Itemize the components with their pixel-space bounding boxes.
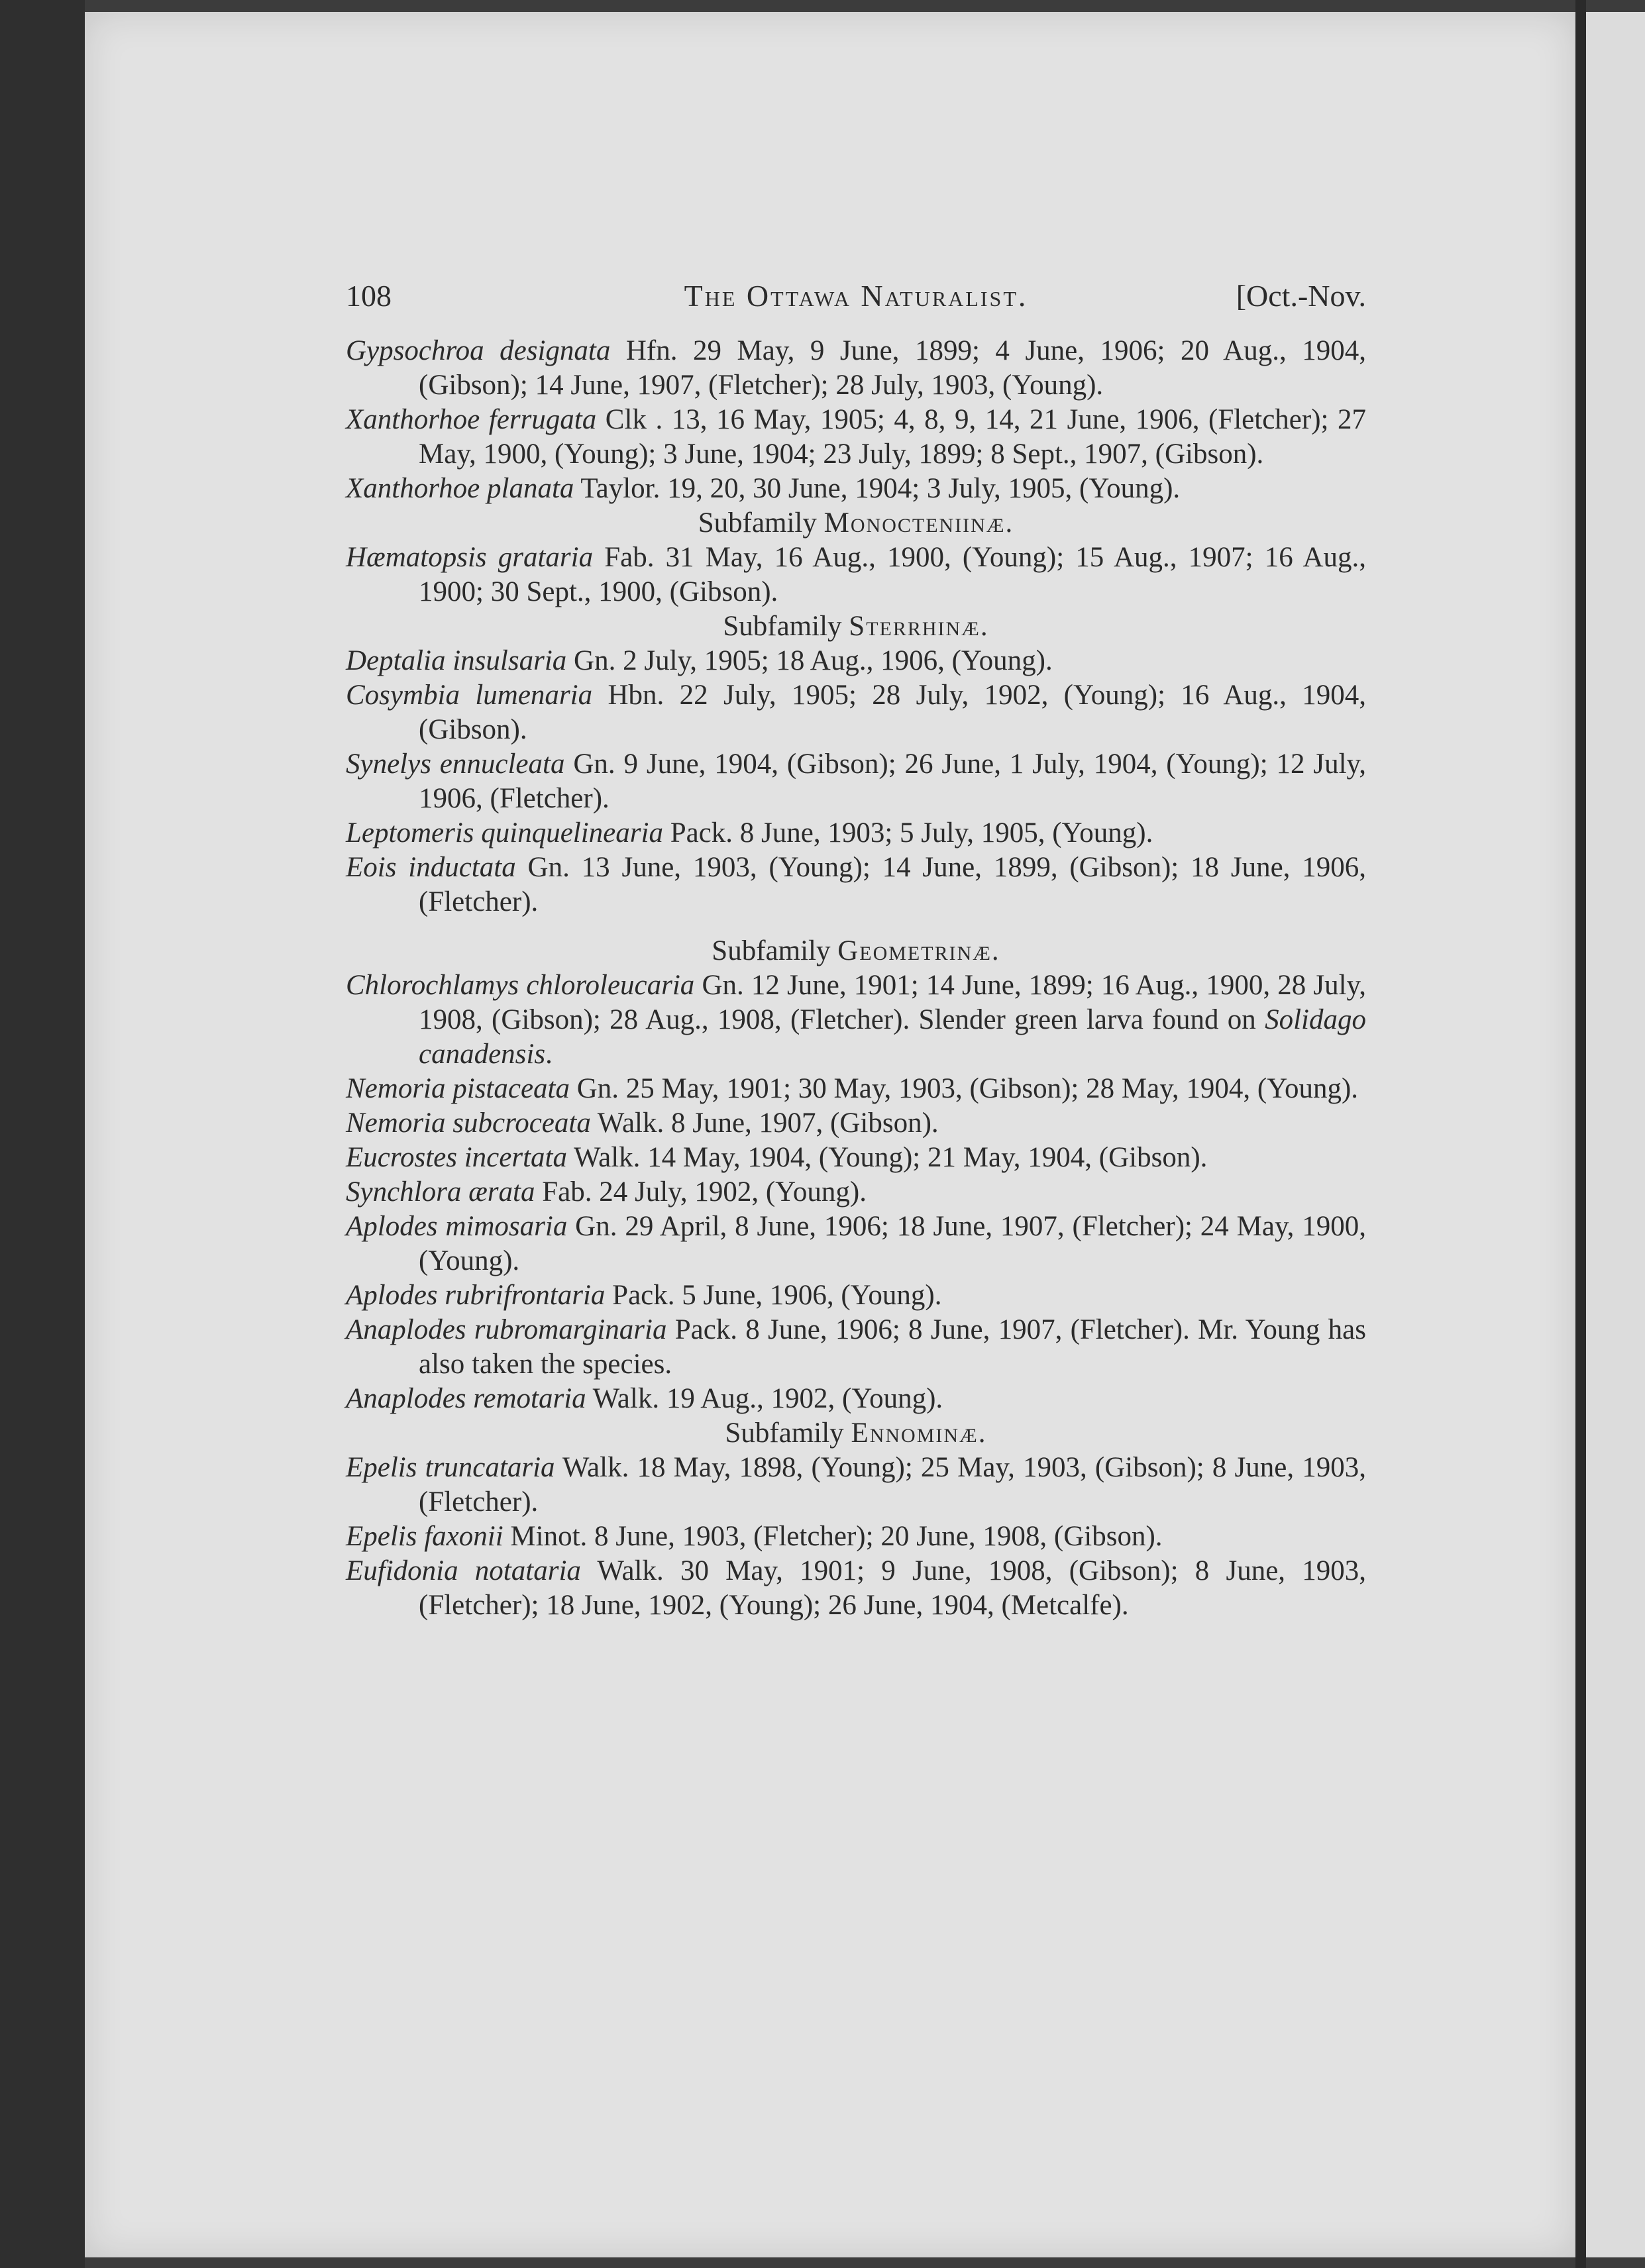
species-name: Cosymbia lumenaria xyxy=(346,680,593,711)
species-entry xyxy=(346,968,1366,1072)
subfamily-heading xyxy=(346,934,1366,968)
species-entry xyxy=(346,541,1366,609)
species-name: Nemoria pistaceata xyxy=(346,1073,570,1104)
species-name: Anaplodes rubromarginaria xyxy=(346,1314,667,1345)
species-record: Gn. 9 June, 1904, (Gibson); 26 June, 1 July, 1904, (Young); 12 July, 1906, (Fletcher). xyxy=(419,748,1366,814)
species-entry xyxy=(346,1210,1366,1278)
species-name: Synelys ennucleata xyxy=(346,748,565,780)
species-entry xyxy=(346,1313,1366,1382)
species-entry xyxy=(346,1382,1366,1416)
species-entry xyxy=(346,678,1366,747)
species-record: Gn. 13 June, 1903, (Young); 14 June, 1899, (Gibson); 18 June, 1906, (Fletcher). xyxy=(419,852,1366,917)
species-entry xyxy=(346,403,1366,472)
species-record: Fab. 24 July, 1902, (Young). xyxy=(535,1176,867,1208)
journal-title: The Ottawa Naturalist. xyxy=(684,279,1028,313)
species-name: Gypsochroa designata xyxy=(346,335,611,366)
species-record: Walk. 19 Aug., 1902, (Young). xyxy=(586,1383,943,1414)
species-record: Minot. 8 June, 1903, (Fletcher); 20 June, 1908, (Gibson). xyxy=(503,1521,1163,1552)
species-entry xyxy=(346,1451,1366,1520)
species-entry xyxy=(346,1278,1366,1313)
subfamily-prefix: Subfamily xyxy=(725,1418,851,1449)
species-name: Eufidonia notataria xyxy=(346,1555,581,1586)
species-entry xyxy=(346,644,1366,678)
species-list xyxy=(346,334,1366,1623)
species-entry xyxy=(346,1554,1366,1623)
issue-label: [Oct.-Nov. xyxy=(1236,279,1366,313)
species-record: Gn. 2 July, 1905; 18 Aug., 1906, (Young). xyxy=(566,645,1053,676)
species-record: Pack. 8 June, 1906; 8 June, 1907, (Fletcher). Mr. Young has also taken the species. xyxy=(419,1314,1366,1380)
species-record: Fab. 31 May, 16 Aug., 1900, (Young); 15 Aug., 1907; 16 Aug., 1900; 30 Sept., 1900, (Gibson). xyxy=(419,542,1366,607)
species-entry xyxy=(346,1175,1366,1210)
subfamily-heading xyxy=(346,1416,1366,1451)
subfamily-name: Geometrinæ. xyxy=(837,935,1000,966)
species-entry xyxy=(346,1106,1366,1141)
species-record: Walk. 18 May, 1898, (Young); 25 May, 1903, (Gibson); 8 June, 1903, (Fletcher). xyxy=(419,1452,1366,1518)
species-record: Walk. 8 June, 1907, (Gibson). xyxy=(590,1108,939,1139)
page-text xyxy=(346,278,1366,1623)
species-record: Pack. 5 June, 1906, (Young). xyxy=(605,1280,942,1311)
host-plant-name: Solidago canadensis xyxy=(419,1004,1366,1070)
species-name: Synchlora ærata xyxy=(346,1176,535,1208)
species-record-end: . xyxy=(545,1039,553,1070)
species-entry xyxy=(346,334,1366,403)
species-record: Gn. 25 May, 1901; 30 May, 1903, (Gibson); 28 May, 1904, (Young). xyxy=(570,1073,1359,1104)
species-entry xyxy=(346,850,1366,919)
scan-border-left xyxy=(0,0,85,2268)
species-entry xyxy=(346,747,1366,816)
subfamily-prefix: Subfamily xyxy=(723,611,849,642)
species-name: Leptomeris quinquelinearia xyxy=(346,817,663,849)
species-record: Walk. 30 May, 1901; 9 June, 1908, (Gibson); 8 June, 1903, (Fletcher); 18 June, 1902, (Young); 26 June, 1904, (Metcalfe). xyxy=(419,1555,1366,1621)
book-gutter xyxy=(1575,0,1586,2268)
species-name: Aplodes rubrifrontaria xyxy=(346,1280,606,1311)
species-record: Taylor. 19, 20, 30 June, 1904; 3 July, 1905, (Young). xyxy=(574,473,1181,504)
species-entry xyxy=(346,1520,1366,1554)
species-name: Epelis faxonii xyxy=(346,1521,504,1552)
subfamily-prefix: Subfamily xyxy=(698,507,824,539)
subfamily-prefix: Subfamily xyxy=(712,935,838,966)
subfamily-name: Monocteniinæ. xyxy=(823,507,1014,539)
species-record: Hbn. 22 July, 1905; 28 July, 1902, (Young); 16 Aug., 1904, (Gibson). xyxy=(419,680,1366,745)
adjacent-page-edge xyxy=(1586,12,1645,2257)
page-number: 108 xyxy=(346,279,392,313)
species-record: Gn. 12 June, 1901; 14 June, 1899; 16 Aug., 1900, 28 July, 1908, (Gibson); 28 Aug., 1908, (Fletcher). Slender green larva found on xyxy=(419,970,1367,1035)
species-record: Hfn. 29 May, 9 June, 1899; 4 June, 1906; 20 Aug., 1904, (Gibson); 14 June, 1907, (Fletcher); 28 July, 1903, (Young). xyxy=(419,335,1366,401)
species-name: Xanthorhoe ferrugata xyxy=(346,404,597,435)
species-entry xyxy=(346,1141,1366,1175)
species-name: Aplodes mimosaria xyxy=(346,1211,568,1242)
species-name: Deptalia insulsaria xyxy=(346,645,567,676)
species-name: Anaplodes remotaria xyxy=(346,1383,586,1414)
subfamily-name: Sterrhinæ. xyxy=(849,611,989,642)
species-record: Gn. 29 April, 8 June, 1906; 18 June, 1907, (Fletcher); 24 May, 1900, (Young). xyxy=(419,1211,1367,1276)
species-name: Eucrostes incertata xyxy=(346,1142,567,1173)
species-name: Nemoria subcroceata xyxy=(346,1108,591,1139)
subfamily-heading xyxy=(346,609,1366,644)
species-entry xyxy=(346,1072,1366,1106)
species-record: Clk . 13, 16 May, 1905; 4, 8, 9, 14, 21 June, 1906, (Fletcher); 27 May, 1900, (Young); 3 June, 1904; 23 July, 1899; 8 Sept., 1907, (Gibson). xyxy=(419,404,1367,470)
species-entry xyxy=(346,472,1366,506)
species-name: Hæmatopsis grataria xyxy=(346,542,594,573)
species-record: Pack. 8 June, 1903; 5 July, 1905, (Young). xyxy=(663,817,1153,849)
subfamily-heading xyxy=(346,506,1366,541)
species-name: Epelis truncataria xyxy=(346,1452,555,1483)
species-name: Xanthorhoe planata xyxy=(346,473,574,504)
species-name: Eois inductata xyxy=(346,852,516,883)
species-entry xyxy=(346,816,1366,850)
subfamily-name: Ennominæ. xyxy=(851,1418,987,1449)
species-record: Walk. 14 May, 1904, (Young); 21 May, 1904, (Gibson). xyxy=(567,1142,1208,1173)
running-header xyxy=(346,278,1366,325)
species-name: Chlorochlamys chloroleucaria xyxy=(346,970,695,1001)
